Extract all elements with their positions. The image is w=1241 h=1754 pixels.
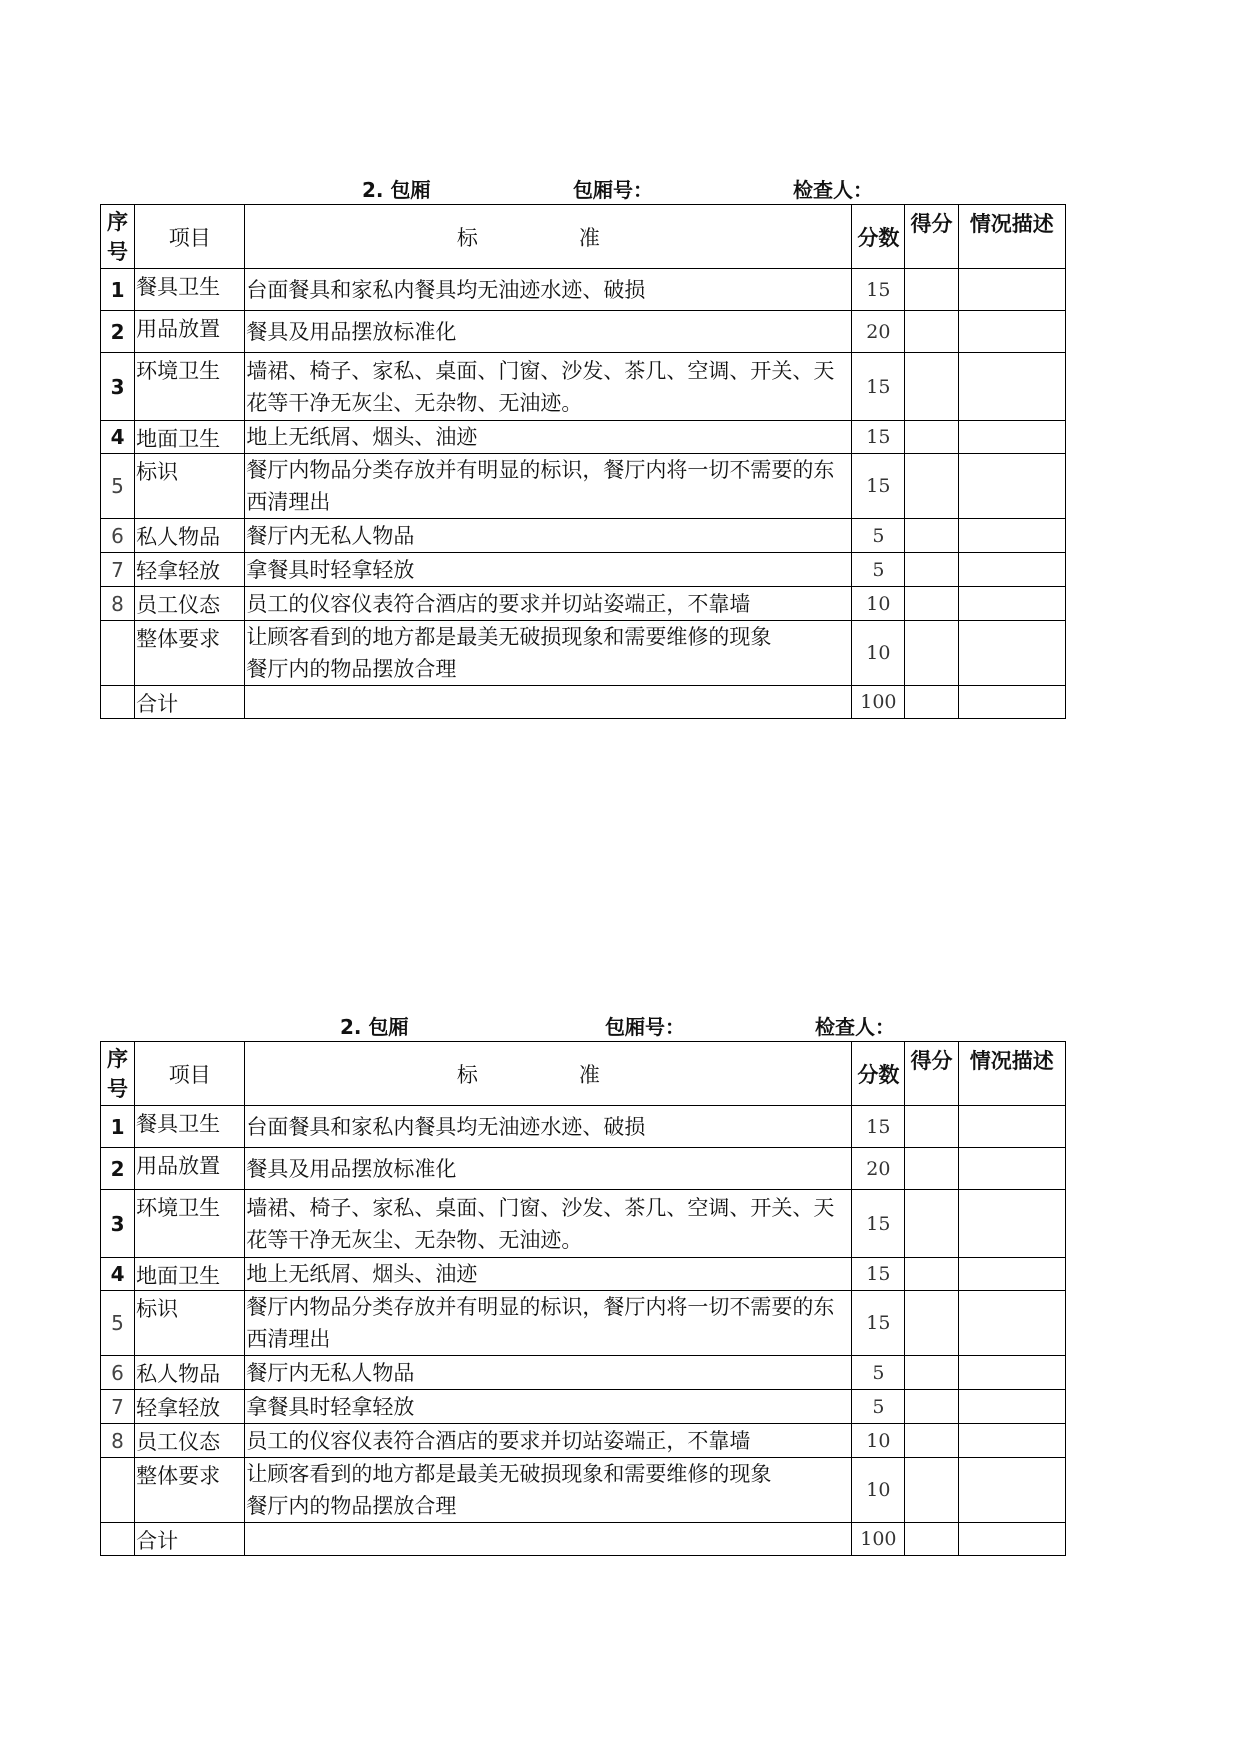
row-score: 15 bbox=[852, 1258, 905, 1291]
row-got-input[interactable] bbox=[905, 686, 958, 719]
column-header-seq-text: 序号 bbox=[107, 209, 129, 264]
row-seq: 1 bbox=[101, 269, 135, 311]
table-row bbox=[101, 553, 1066, 587]
row-got-input[interactable] bbox=[905, 1424, 958, 1458]
column-header-description: 情况描述 bbox=[958, 1042, 1065, 1106]
room-number-label: 包厢号： bbox=[605, 1015, 685, 1039]
row-got-input[interactable] bbox=[905, 1190, 958, 1258]
row-got-input[interactable] bbox=[905, 553, 958, 587]
row-seq: 7 bbox=[101, 553, 135, 587]
row-seq bbox=[101, 1458, 135, 1523]
row-score: 15 bbox=[852, 1106, 905, 1148]
row-description-input[interactable] bbox=[958, 1458, 1065, 1523]
row-item: 用品放置 bbox=[135, 311, 245, 353]
row-score: 15 bbox=[852, 1291, 905, 1356]
row-description-input[interactable] bbox=[958, 311, 1065, 353]
row-standard: 员工的仪容仪表符合酒店的要求并切站姿端正，不靠墙 bbox=[245, 587, 852, 621]
section-title: 2. 包厢 bbox=[340, 1015, 409, 1039]
row-got-input[interactable] bbox=[905, 269, 958, 311]
row-item: 标识 bbox=[135, 454, 245, 519]
table-row bbox=[101, 353, 1066, 421]
row-score: 20 bbox=[852, 1148, 905, 1190]
row-standard: 台面餐具和家私内餐具均无油迹水迹、破损 bbox=[245, 1106, 852, 1148]
row-seq: 8 bbox=[101, 1424, 135, 1458]
row-description-input[interactable] bbox=[958, 1356, 1065, 1390]
table-row bbox=[101, 1291, 1066, 1356]
row-standard: 让顾客看到的地方都是最美无破损现象和需要维修的现象 餐厅内的物品摆放合理 bbox=[245, 1458, 852, 1523]
row-standard: 让顾客看到的地方都是最美无破损现象和需要维修的现象 餐厅内的物品摆放合理 bbox=[245, 621, 852, 686]
row-item: 整体要求 bbox=[135, 1458, 245, 1523]
inspector-label: 检查人： bbox=[815, 1015, 895, 1039]
row-item: 私人物品 bbox=[135, 1356, 245, 1390]
row-seq bbox=[101, 686, 135, 719]
section-title: 2. 包厢 bbox=[362, 178, 431, 202]
table-row bbox=[101, 1523, 1066, 1556]
row-description-input[interactable] bbox=[958, 353, 1065, 421]
row-standard: 餐厅内无私人物品 bbox=[245, 1356, 852, 1390]
inspector-label: 检查人： bbox=[793, 178, 873, 202]
row-item: 轻拿轻放 bbox=[135, 1390, 245, 1424]
row-item: 合计 bbox=[135, 686, 245, 719]
row-description-input[interactable] bbox=[958, 1291, 1065, 1356]
row-got-input[interactable] bbox=[905, 311, 958, 353]
table-row bbox=[101, 621, 1066, 686]
row-score: 100 bbox=[852, 686, 905, 719]
column-header-item: 项目 bbox=[135, 1042, 245, 1106]
table-row bbox=[101, 454, 1066, 519]
inspection-sheet bbox=[100, 1007, 1066, 1556]
row-got-input[interactable] bbox=[905, 621, 958, 686]
row-standard: 拿餐具时轻拿轻放 bbox=[245, 1390, 852, 1424]
row-got-input[interactable] bbox=[905, 353, 958, 421]
row-standard: 员工的仪容仪表符合酒店的要求并切站姿端正，不靠墙 bbox=[245, 1424, 852, 1458]
row-seq: 2 bbox=[101, 1148, 135, 1190]
row-score: 15 bbox=[852, 454, 905, 519]
row-description-input[interactable] bbox=[958, 519, 1065, 553]
row-seq: 6 bbox=[101, 1356, 135, 1390]
column-header-got: 得分 bbox=[905, 1042, 958, 1106]
room-number-label: 包厢号： bbox=[573, 178, 653, 202]
table-row bbox=[101, 1106, 1066, 1148]
column-header-standard: 标 准 bbox=[245, 205, 852, 269]
row-got-input[interactable] bbox=[905, 1148, 958, 1190]
row-seq: 4 bbox=[101, 421, 135, 454]
row-item: 餐具卫生 bbox=[135, 1106, 245, 1148]
row-item: 用品放置 bbox=[135, 1148, 245, 1190]
row-score: 5 bbox=[852, 1356, 905, 1390]
row-got-input[interactable] bbox=[905, 587, 958, 621]
row-standard: 墙裙、椅子、家私、桌面、门窗、沙发、茶几、空调、开关、天花等干净无灰尘、无杂物、无油迹。 bbox=[245, 353, 852, 421]
table-header-row bbox=[101, 205, 1066, 269]
table-row bbox=[101, 1356, 1066, 1390]
row-description-input[interactable] bbox=[958, 421, 1065, 454]
row-score: 15 bbox=[852, 1190, 905, 1258]
column-header-standard: 标 准 bbox=[245, 1042, 852, 1106]
row-description-input[interactable] bbox=[958, 553, 1065, 587]
inspection-table bbox=[100, 204, 1066, 719]
row-seq: 1 bbox=[101, 1106, 135, 1148]
row-description-input[interactable] bbox=[958, 1424, 1065, 1458]
row-description-input[interactable] bbox=[958, 686, 1065, 719]
row-item: 员工仪态 bbox=[135, 1424, 245, 1458]
row-standard bbox=[245, 686, 852, 719]
column-header-got: 得分 bbox=[905, 205, 958, 269]
row-score: 10 bbox=[852, 1424, 905, 1458]
row-description-input[interactable] bbox=[958, 1390, 1065, 1424]
row-description-input[interactable] bbox=[958, 587, 1065, 621]
row-standard: 餐具及用品摆放标准化 bbox=[245, 1148, 852, 1190]
row-score: 5 bbox=[852, 519, 905, 553]
row-standard: 拿餐具时轻拿轻放 bbox=[245, 553, 852, 587]
row-description-input[interactable] bbox=[958, 1190, 1065, 1258]
row-description-input[interactable] bbox=[958, 1258, 1065, 1291]
row-score: 15 bbox=[852, 269, 905, 311]
row-got-input[interactable] bbox=[905, 1523, 958, 1556]
row-standard: 餐具及用品摆放标准化 bbox=[245, 311, 852, 353]
table-row bbox=[101, 1190, 1066, 1258]
row-seq: 4 bbox=[101, 1258, 135, 1291]
table-row bbox=[101, 311, 1066, 353]
row-seq bbox=[101, 1523, 135, 1556]
row-seq: 7 bbox=[101, 1390, 135, 1424]
column-header-score: 分数 bbox=[852, 1042, 905, 1106]
row-seq: 2 bbox=[101, 311, 135, 353]
row-got-input[interactable] bbox=[905, 454, 958, 519]
inspection-table bbox=[100, 1041, 1066, 1556]
row-score: 100 bbox=[852, 1523, 905, 1556]
row-item: 餐具卫生 bbox=[135, 269, 245, 311]
row-description-input[interactable] bbox=[958, 1148, 1065, 1190]
row-seq: 3 bbox=[101, 353, 135, 421]
column-header-score: 分数 bbox=[852, 205, 905, 269]
row-description-input[interactable] bbox=[958, 269, 1065, 311]
row-score: 10 bbox=[852, 621, 905, 686]
column-header-seq bbox=[101, 205, 135, 269]
row-description-input[interactable] bbox=[958, 454, 1065, 519]
table-row bbox=[101, 1258, 1066, 1291]
row-item: 整体要求 bbox=[135, 621, 245, 686]
table-header-row bbox=[101, 1042, 1066, 1106]
row-standard: 餐厅内物品分类存放并有明显的标识，餐厅内将一切不需要的东西清理出 bbox=[245, 454, 852, 519]
column-header-seq-text: 序号 bbox=[107, 1046, 129, 1101]
row-item: 环境卫生 bbox=[135, 1190, 245, 1258]
column-header-description: 情况描述 bbox=[958, 205, 1065, 269]
row-standard: 墙裙、椅子、家私、桌面、门窗、沙发、茶几、空调、开关、天花等干净无灰尘、无杂物、无油迹。 bbox=[245, 1190, 852, 1258]
row-standard bbox=[245, 1523, 852, 1556]
column-header-item: 项目 bbox=[135, 205, 245, 269]
inspection-sheet bbox=[100, 170, 1066, 719]
row-seq: 8 bbox=[101, 587, 135, 621]
row-standard: 台面餐具和家私内餐具均无油迹水迹、破损 bbox=[245, 269, 852, 311]
row-score: 20 bbox=[852, 311, 905, 353]
row-standard: 地上无纸屑、烟头、油迹 bbox=[245, 421, 852, 454]
row-got-input[interactable] bbox=[905, 1458, 958, 1523]
row-item: 环境卫生 bbox=[135, 353, 245, 421]
sheet-header bbox=[100, 170, 1066, 204]
row-got-input[interactable] bbox=[905, 519, 958, 553]
row-got-input[interactable] bbox=[905, 1106, 958, 1148]
row-score: 10 bbox=[852, 1458, 905, 1523]
row-item: 合计 bbox=[135, 1523, 245, 1556]
row-item: 轻拿轻放 bbox=[135, 553, 245, 587]
table-row bbox=[101, 1390, 1066, 1424]
row-description-input[interactable] bbox=[958, 1523, 1065, 1556]
table-row bbox=[101, 1148, 1066, 1190]
row-description-input[interactable] bbox=[958, 621, 1065, 686]
table-row bbox=[101, 519, 1066, 553]
row-seq: 3 bbox=[101, 1190, 135, 1258]
row-seq: 6 bbox=[101, 519, 135, 553]
sheet-header bbox=[100, 1007, 1066, 1041]
row-description-input[interactable] bbox=[958, 1106, 1065, 1148]
row-standard: 地上无纸屑、烟头、油迹 bbox=[245, 1258, 852, 1291]
row-item: 员工仪态 bbox=[135, 587, 245, 621]
row-score: 15 bbox=[852, 421, 905, 454]
row-got-input[interactable] bbox=[905, 1356, 958, 1390]
row-item: 标识 bbox=[135, 1291, 245, 1356]
row-score: 5 bbox=[852, 553, 905, 587]
row-seq: 5 bbox=[101, 1291, 135, 1356]
row-standard: 餐厅内无私人物品 bbox=[245, 519, 852, 553]
row-score: 15 bbox=[852, 353, 905, 421]
row-got-input[interactable] bbox=[905, 1390, 958, 1424]
row-got-input[interactable] bbox=[905, 1258, 958, 1291]
row-item: 地面卫生 bbox=[135, 1258, 245, 1291]
row-seq: 5 bbox=[101, 454, 135, 519]
row-score: 10 bbox=[852, 587, 905, 621]
row-item: 地面卫生 bbox=[135, 421, 245, 454]
table-row bbox=[101, 587, 1066, 621]
row-standard: 餐厅内物品分类存放并有明显的标识，餐厅内将一切不需要的东西清理出 bbox=[245, 1291, 852, 1356]
row-got-input[interactable] bbox=[905, 1291, 958, 1356]
row-got-input[interactable] bbox=[905, 421, 958, 454]
column-header-seq bbox=[101, 1042, 135, 1106]
row-seq bbox=[101, 621, 135, 686]
table-row bbox=[101, 686, 1066, 719]
table-row bbox=[101, 1458, 1066, 1523]
row-item: 私人物品 bbox=[135, 519, 245, 553]
table-row bbox=[101, 269, 1066, 311]
row-score: 5 bbox=[852, 1390, 905, 1424]
table-row bbox=[101, 1424, 1066, 1458]
table-row bbox=[101, 421, 1066, 454]
